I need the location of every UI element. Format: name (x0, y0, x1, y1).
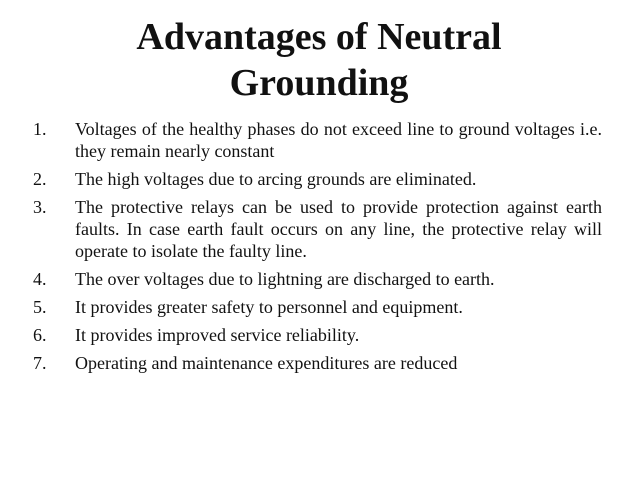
list-item-text: It provides greater safety to personnel and equipment. (75, 297, 463, 317)
list-item-text: The over voltages due to lightning are discharged to earth. (75, 269, 495, 289)
list-item-number: 5. (33, 297, 47, 317)
list-item-number: 6. (33, 325, 47, 345)
list-item (33, 352, 602, 374)
list-item (33, 296, 602, 318)
slide-title-line-1: Advantages of Neutral (136, 16, 502, 58)
list-item (33, 324, 602, 346)
list-item (33, 118, 602, 162)
list-item-number: 1. (33, 119, 47, 139)
list-item-text: Voltages of the healthy phases do not exceed line to ground voltages i.e. they remain nearly constant (75, 119, 602, 161)
list-item-text: Operating and maintenance expenditures are reduced (75, 353, 458, 373)
list-item (33, 196, 602, 262)
slide-title (0, 14, 638, 106)
list-item-text: The high voltages due to arcing grounds are eliminated. (75, 169, 477, 189)
list-item-text: It provides improved service reliability. (75, 325, 360, 345)
slide-title-line-2: Grounding (229, 62, 409, 104)
list-item (33, 268, 602, 290)
list-item-text: The protective relays can be used to provide protection against earth faults. In case earth fault occurs on any line, the protective relay will operate to isolate the faulty line. (75, 197, 602, 261)
list-item-number: 3. (33, 197, 47, 217)
list-item-number: 4. (33, 269, 47, 289)
list-item-number: 2. (33, 169, 47, 189)
advantages-list (33, 118, 602, 380)
list-item (33, 168, 602, 190)
list-item-number: 7. (33, 353, 47, 373)
